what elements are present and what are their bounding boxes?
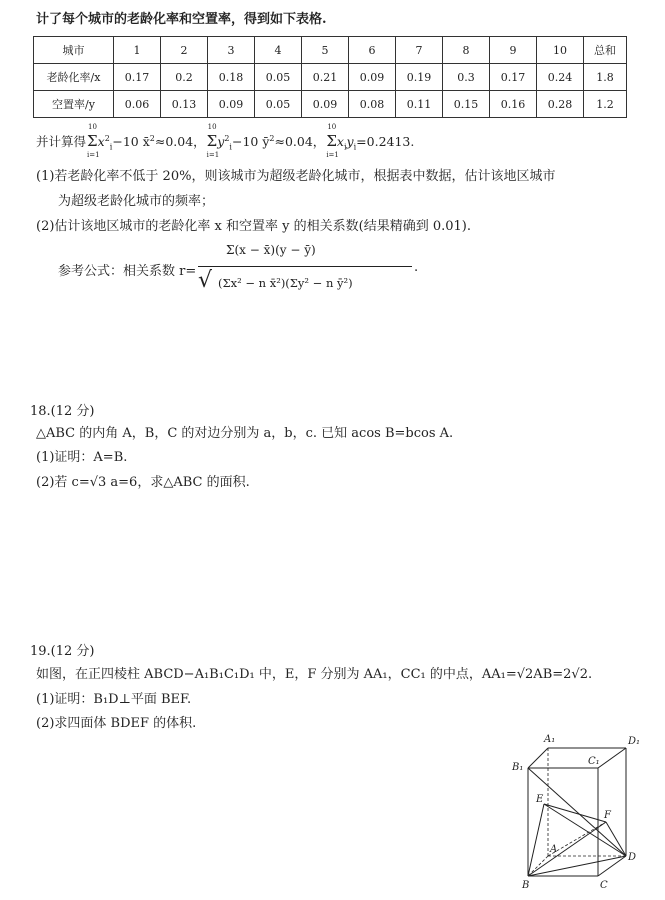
table-cell: 0.18 [208, 64, 255, 91]
formula-period: . [414, 260, 419, 275]
label-B1: B₁ [512, 762, 524, 773]
table-cell: 0.2 [161, 64, 208, 91]
sigma-icon: Σ 10 i=1 [87, 123, 100, 159]
sigma-icon: Σ 10 i=1 [326, 123, 339, 159]
table-cell: 0.17 [490, 64, 537, 91]
table-cell: 2 [161, 37, 208, 64]
table-cell: 10 [537, 37, 584, 64]
q19-stem: 如图，在正四棱柱 ABCD−A₁B₁C₁D₁ 中，E，F 分别为 AA₁，CC₁ 的中点，AA₁=√2AB=2√2. [36, 667, 593, 682]
sum-term: −10 x̄ [112, 134, 150, 149]
table-cell: 0.05 [255, 91, 302, 118]
table-cell: 4 [255, 37, 302, 64]
table-cell: 0.11 [396, 91, 443, 118]
table-cell: 0.16 [490, 91, 537, 118]
table-cell: 1.8 [584, 64, 627, 91]
sum-value: ≈0.04， [154, 134, 206, 149]
sum-term: x [336, 134, 344, 149]
formula-denominator: (Σx² − n x̄²)(Σy² − n ȳ²) [218, 276, 353, 290]
table-cell: 空置率/y [34, 91, 114, 118]
sum-term: y [346, 134, 354, 149]
table-cell: 0.24 [537, 64, 584, 91]
intro-text: 计了每个城市的老龄化率和空置率，得到如下表格. [36, 12, 327, 27]
edge-BE [528, 804, 544, 876]
label-F: F [604, 810, 611, 821]
label-B: B [522, 880, 530, 891]
sum-value: =0.2413. [356, 134, 415, 149]
table-row [34, 91, 627, 118]
sums-prefix: 并计算得 [36, 134, 87, 149]
table-cell: 0.05 [255, 64, 302, 91]
table-cell: 1 [114, 37, 161, 64]
table-cell: 0.3 [443, 64, 490, 91]
sigma-bottom: i=1 [206, 151, 220, 159]
table-cell: 0.19 [396, 64, 443, 91]
table-cell: 6 [349, 37, 396, 64]
label-D: D [628, 852, 637, 863]
label-C: C [600, 880, 608, 891]
sqrt-icon: √ [198, 268, 213, 293]
edge-B1A1 [528, 748, 548, 768]
table-cell: 9 [490, 37, 537, 64]
table-row [34, 64, 627, 91]
prism-figure [500, 728, 650, 893]
label-A1: A₁ [544, 734, 556, 745]
q17-part2: (2)估计该地区城市的老龄化率 x 和空置率 y 的相关系数(结果精确到 0.01). [36, 219, 471, 234]
data-table [33, 36, 627, 118]
table-cell: 0.15 [443, 91, 490, 118]
table-cell: 总和 [584, 37, 627, 64]
sums-line: 并计算得Σ 10 i=1 $x^2_i-10$ x̄$^2$≈0.04，Σ 10 i=1 $y^2_i-10$ $ȳ^2\approx 0.04$，Σ 10 i=1 $x_iy_i=0.2413$. [36, 123, 415, 159]
label-E: E [536, 794, 544, 805]
label-C1: C₁ [588, 756, 600, 767]
table-cell: 0.09 [208, 91, 255, 118]
correlation-formula [58, 238, 438, 302]
table-cell: 0.28 [537, 91, 584, 118]
q17-part1-cont: 为超级老龄化城市的频率； [58, 194, 215, 209]
edge-EF [544, 804, 606, 822]
fraction-bar [198, 266, 412, 267]
formula-numerator: Σ(x − x̄)(y − ȳ) [226, 243, 316, 257]
table-cell: 8 [443, 37, 490, 64]
q18-stem: △ABC 的内角 A，B，C 的对边分别为 a，b，c. 已知 acos B=bcos A. [36, 426, 454, 441]
table-cell: 0.06 [114, 91, 161, 118]
edge-C1D1 [598, 748, 626, 768]
q18-part2: (2)若 c=√3 a=6，求△ABC 的面积. [36, 475, 250, 490]
sigma-bottom: i=1 [87, 151, 100, 159]
q18-header: 18.(12 分) [30, 404, 95, 419]
table-cell: 3 [208, 37, 255, 64]
q19-header: 19.(12 分) [30, 644, 95, 659]
table-cell: 老龄化率/x [34, 64, 114, 91]
edge-FD [606, 822, 626, 856]
sigma-top: 10 [88, 123, 97, 131]
label-D1: D₁ [628, 736, 641, 747]
formula-label: 参考公式：相关系数 r= [58, 264, 197, 279]
sum-term: x [97, 134, 105, 149]
sigma-top: 10 [207, 123, 217, 131]
sum-term: y [217, 134, 225, 149]
q19-part1: (1)证明：B₁D⊥平面 BEF. [36, 692, 192, 707]
sigma-bottom: i=1 [326, 151, 339, 159]
table-cell: 5 [302, 37, 349, 64]
table-cell: 0.08 [349, 91, 396, 118]
table-cell: 0.13 [161, 91, 208, 118]
sum-term: −10 ȳ [231, 134, 270, 149]
table-cell: 1.2 [584, 91, 627, 118]
label-A: A [550, 844, 558, 855]
table-cell: 7 [396, 37, 443, 64]
table-cell: 城市 [34, 37, 114, 64]
q17-part1: (1)若老龄化率不低于 20%，则该城市为超级老龄化城市，根据表中数据，估计该地区城市 [36, 169, 556, 184]
table-cell: 0.09 [302, 91, 349, 118]
table-cell: 0.17 [114, 64, 161, 91]
sigma-icon: Σ 10 i=1 [206, 123, 220, 159]
sum-value: ≈0.04， [274, 134, 326, 149]
q18-part1: (1)证明：A=B. [36, 450, 128, 465]
table-cell: 0.09 [349, 64, 396, 91]
table-header-row [34, 37, 627, 64]
q19-part2: (2)求四面体 BDEF 的体积. [36, 716, 197, 731]
sigma-top: 10 [327, 123, 337, 131]
table-cell: 0.21 [302, 64, 349, 91]
